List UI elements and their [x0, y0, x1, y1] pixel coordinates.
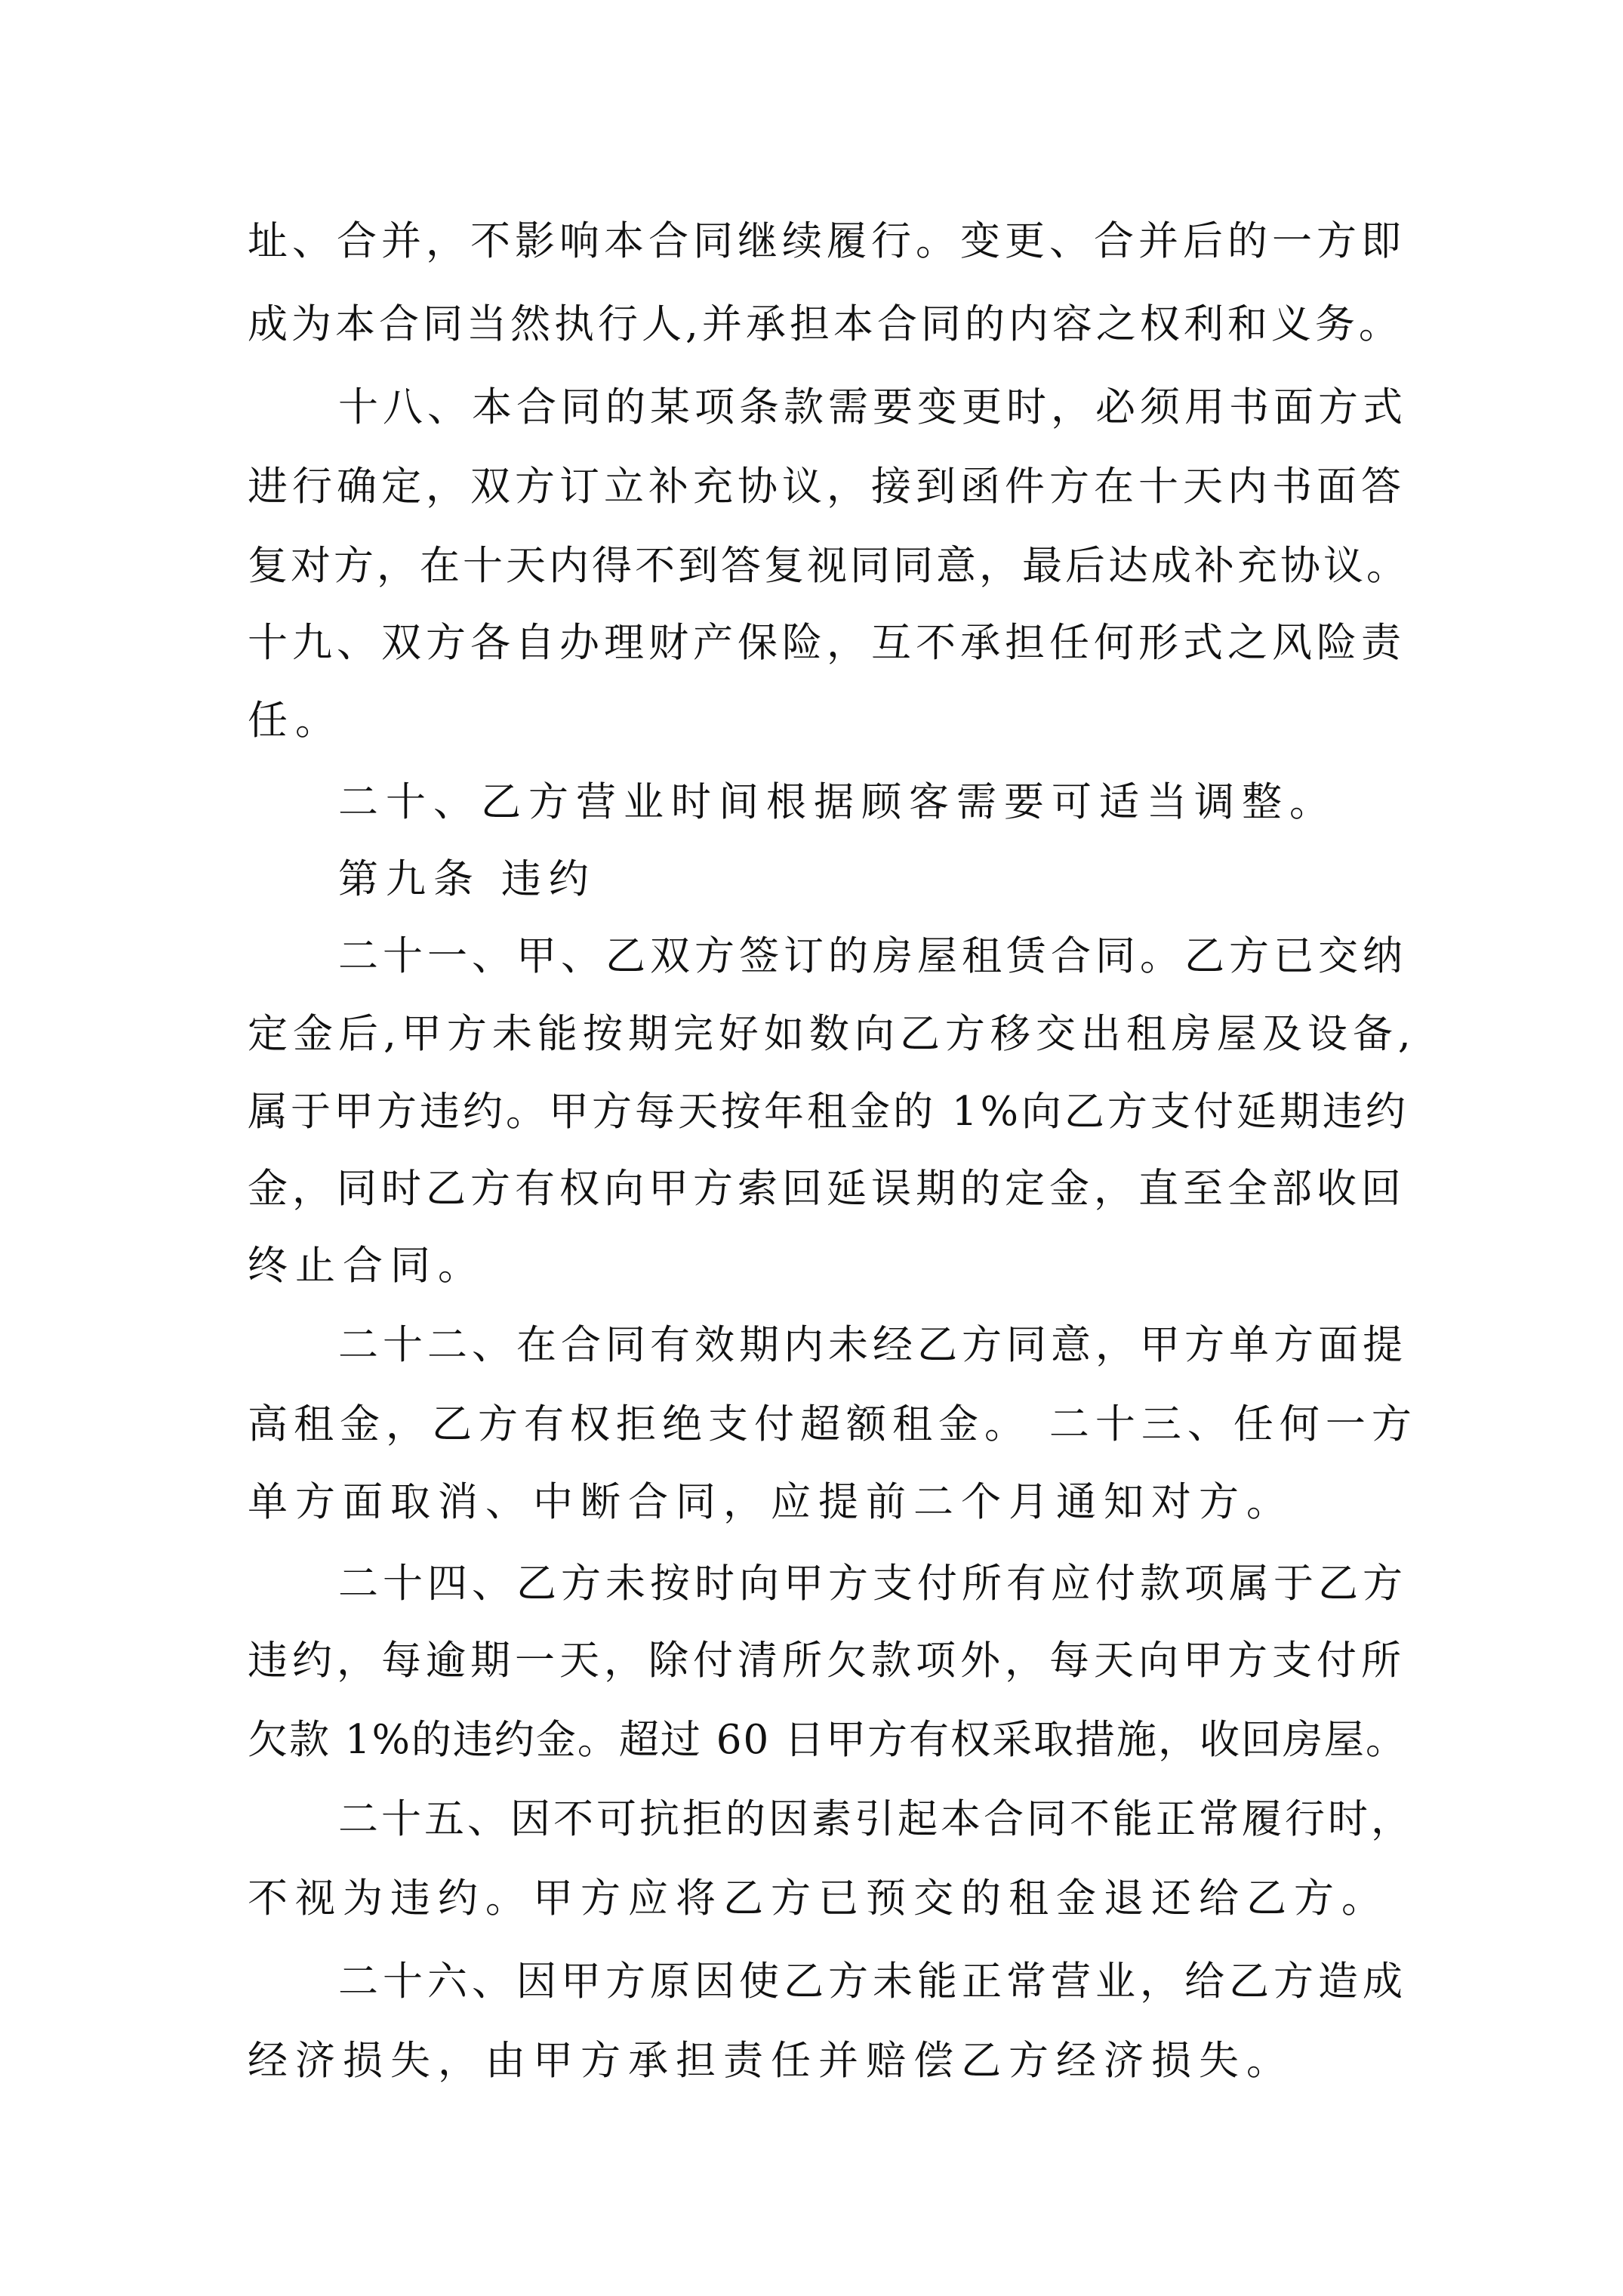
text-line: 单方面取消、中断合同，应提前二个月通知对方。 — [248, 1479, 1294, 1525]
text-line: 十八、本合同的某项条款需要变更时，必须用书面方式 — [338, 384, 1407, 430]
text-line: 经济损失，由甲方承担责任并赔偿乙方经济损失。 — [248, 2038, 1294, 2084]
text-line: 不视为违约。甲方应将乙方已预交的租金退还给乙方。 — [248, 1875, 1389, 1922]
text-line: 二十、乙方营业时间根据顾客需要可适当调整。 — [338, 779, 1337, 825]
text-line: 金，同时乙方有权向甲方索回延误期的定金，直至全部收回 — [248, 1166, 1406, 1212]
text-line: 址、合并，不影响本合同继续履行。变更、合并后的一方即 — [248, 218, 1406, 264]
text-line: 十九、双方各自办理财产保险，互不承担任何形式之风险责 — [248, 620, 1406, 666]
text-line: 属于甲方违约。甲方每天按年租金的 1%向乙方支付延期违约 — [248, 1089, 1409, 1135]
text-line: 二十五、因不可抗拒的因素引起本合同不能正常履行时， — [338, 1796, 1414, 1842]
text-line: 进行确定，双方订立补充协议，接到函件方在十天内书面答 — [248, 464, 1406, 510]
text-line: 违约，每逾期一天，除付清所欠款项外，每天向甲方支付所 — [248, 1638, 1406, 1684]
text-line: 二十一、甲、乙双方签订的房屋租赁合同。乙方已交纳 — [338, 933, 1407, 979]
text-line: 任。 — [248, 698, 343, 744]
text-line: 终止合同。 — [248, 1243, 485, 1289]
text-line: 二十四、乙方未按时向甲方支付所有应付款项属于乙方 — [338, 1561, 1407, 1607]
text-line: 成为本合同当然执行人,并承担本合同的内容之权利和义务。 — [248, 301, 1403, 347]
text-line: 二十二、在合同有效期内未经乙方同意，甲方单方面提 — [338, 1322, 1407, 1368]
text-line: 二十六、因甲方原因使乙方未能正常营业，给乙方造成 — [338, 1959, 1407, 2005]
text-line: 定金后,甲方未能按期完好如数向乙方移交出租房屋及设备, — [248, 1011, 1416, 1057]
text-line: 复对方，在十天内得不到答复视同同意，最后达成补充协议。 — [248, 543, 1409, 589]
section-heading: 第九条 违约 — [338, 856, 596, 902]
text-line: 欠款 1%的违约金。超过 60 日甲方有权采取措施，收回房屋。 — [248, 1717, 1408, 1763]
text-line: 高租金，乙方有权拒绝支付超额租金。 二十三、任何一方 — [248, 1401, 1418, 1447]
